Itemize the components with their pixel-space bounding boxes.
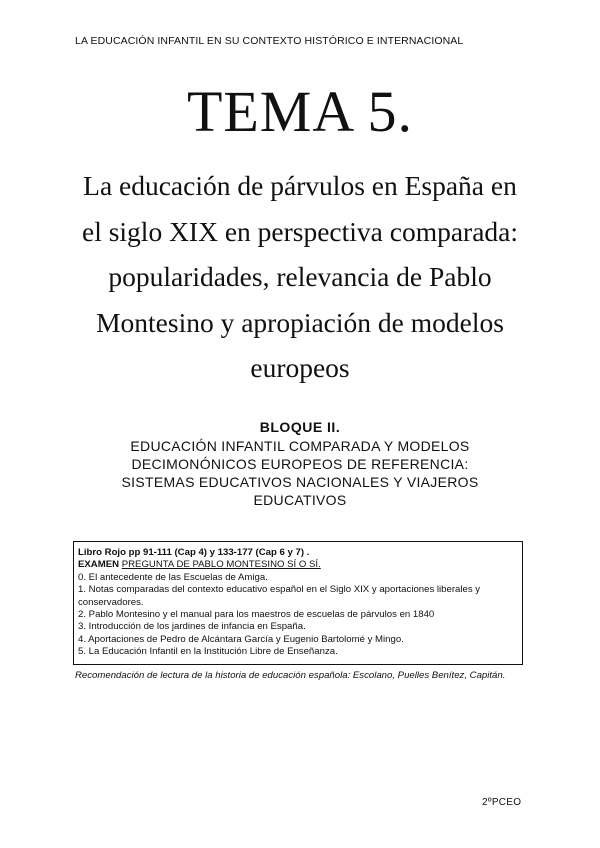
block-line: EDUCACIÓN INFANTIL COMPARADA Y MODELOS: [130, 438, 470, 454]
block-description: [40, 437, 560, 509]
list-item: 5. La Educación Infantil en la Institución Libre de Enseñanza.: [78, 646, 338, 658]
contents-box: [73, 541, 523, 665]
list-item: 2. Pablo Montesino y el manual para los maestros de escuelas de párvulos en 1840: [78, 609, 435, 621]
subtitle-line: europeos: [250, 352, 350, 383]
footer-label: 2ºPCEO: [482, 797, 522, 808]
book-reference: Libro Rojo pp 91-111 (Cap 4) y 133-177 (Cap 6 y 7) .: [78, 547, 310, 558]
exam-text: PREGUNTA DE PABLO MONTESINO SÍ O SÍ.: [121, 559, 321, 571]
subtitle-line: Montesino y apropiación de modelos: [96, 306, 504, 338]
block-section: [40, 418, 560, 509]
list-item: 0. El antecedente de las Escuelas de Amiga.: [78, 571, 268, 583]
list-item: 1. Notas comparadas del contexto educativo español en el Siglo XIX y aportaciones liberales y conservadores.: [78, 584, 481, 608]
block-line: EDUCATIVOS: [253, 492, 347, 508]
running-header: LA EDUCACIÓN INFANTIL EN SU CONTEXTO HISTÓRICO E INTERNACIONAL: [75, 35, 464, 47]
page-title: TEMA 5.: [186, 79, 414, 144]
subtitle: [40, 163, 560, 391]
subtitle-line: popularidades, relevancia de Pablo: [108, 261, 492, 292]
list-item: 3. Introducción de los jardines de infancia en España.: [78, 621, 306, 633]
topic-list: [78, 572, 518, 659]
list-item: 4. Aportaciones de Pedro de Alcántara García y Eugenio Bartolomé y Mingo.: [78, 633, 404, 645]
block-title: BLOQUE II.: [259, 419, 341, 435]
exam-label: EXAMEN: [78, 559, 120, 571]
reading-recommendation: Recomendación de lectura de la historia de educación española: Escolano, Puelles Benítez, Capitán.: [75, 670, 506, 681]
block-line: SISTEMAS EDUCATIVOS NACIONALES Y VIAJEROS: [121, 474, 479, 490]
exam-note: [78, 559, 518, 571]
subtitle-line: el siglo XIX en perspectiva comparada:: [81, 215, 518, 247]
subtitle-line: La educación de párvulos en España en: [83, 170, 517, 201]
block-line: DECIMONÓNICOS EUROPEOS DE REFERENCIA:: [131, 456, 469, 472]
